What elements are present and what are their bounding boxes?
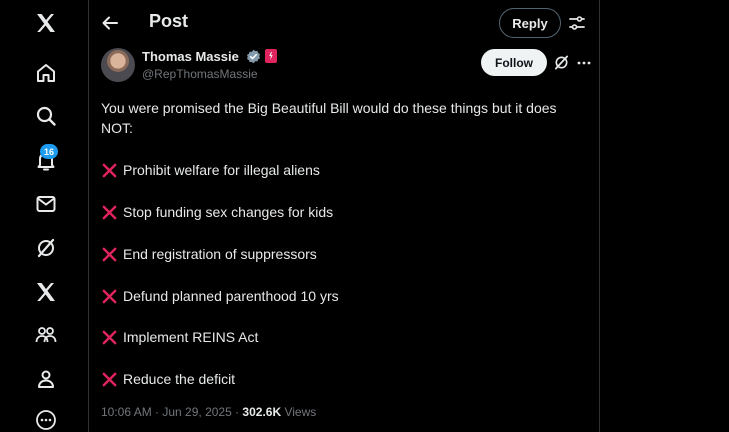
cross-mark-icon (101, 246, 118, 263)
list-item (101, 286, 339, 306)
side-nav (0, 0, 88, 432)
notifications-badge: 16 (40, 144, 58, 159)
list-item-text: Defund planned parenthood 10 yrs (123, 288, 339, 304)
list-item-text: Stop funding sex changes for kids (123, 204, 334, 220)
cross-mark-icon (101, 371, 118, 388)
list-item (101, 202, 333, 222)
premium-x-icon[interactable] (33, 279, 59, 305)
page-title: Post (149, 11, 189, 31)
list-item (101, 369, 235, 389)
search-icon[interactable] (33, 103, 59, 129)
grok-icon[interactable] (33, 235, 59, 261)
list-item (101, 244, 317, 264)
list-item-text: Reduce the deficit (123, 371, 236, 387)
reply-button[interactable]: Reply (499, 8, 561, 38)
cross-mark-icon (101, 162, 118, 179)
post-column (88, 0, 600, 432)
author-name[interactable]: Thomas Massie (142, 49, 239, 64)
follow-button[interactable]: Follow (481, 49, 547, 76)
list-item (101, 327, 258, 347)
post-intro-text: You were promised the Big Beautiful Bill would do these things but it does NOT: (101, 100, 557, 136)
cross-mark-icon (101, 204, 118, 221)
avatar[interactable] (101, 48, 135, 82)
author-handle[interactable]: @RepThomasMassie (142, 67, 258, 81)
list-item-text: Implement REINS Act (123, 329, 259, 345)
government-flag-icon (265, 49, 277, 63)
list-item-text: End registration of suppressors (123, 246, 317, 262)
list-item-text: Prohibit welfare for illegal aliens (123, 162, 320, 178)
views-label: Views (281, 405, 317, 419)
messages-icon[interactable] (33, 191, 59, 217)
more-dots-icon[interactable] (576, 55, 592, 71)
list-item (101, 160, 320, 180)
views-count: 302.6K (242, 405, 282, 419)
cross-mark-icon (101, 288, 118, 305)
cross-mark-icon (101, 329, 118, 346)
grok-explain-icon[interactable] (553, 54, 570, 71)
communities-icon[interactable] (33, 322, 59, 348)
sliders-icon[interactable] (567, 13, 587, 33)
post-timestamp[interactable]: 10:06 AM · Jun 29, 2025 · (101, 405, 243, 419)
profile-icon[interactable] (33, 366, 59, 392)
post-meta (101, 405, 316, 419)
verified-badge-icon (246, 49, 261, 64)
back-arrow-icon[interactable] (99, 12, 121, 34)
x-logo-icon[interactable] (33, 10, 59, 36)
home-icon[interactable] (33, 60, 59, 86)
more-options-icon[interactable] (35, 409, 57, 431)
